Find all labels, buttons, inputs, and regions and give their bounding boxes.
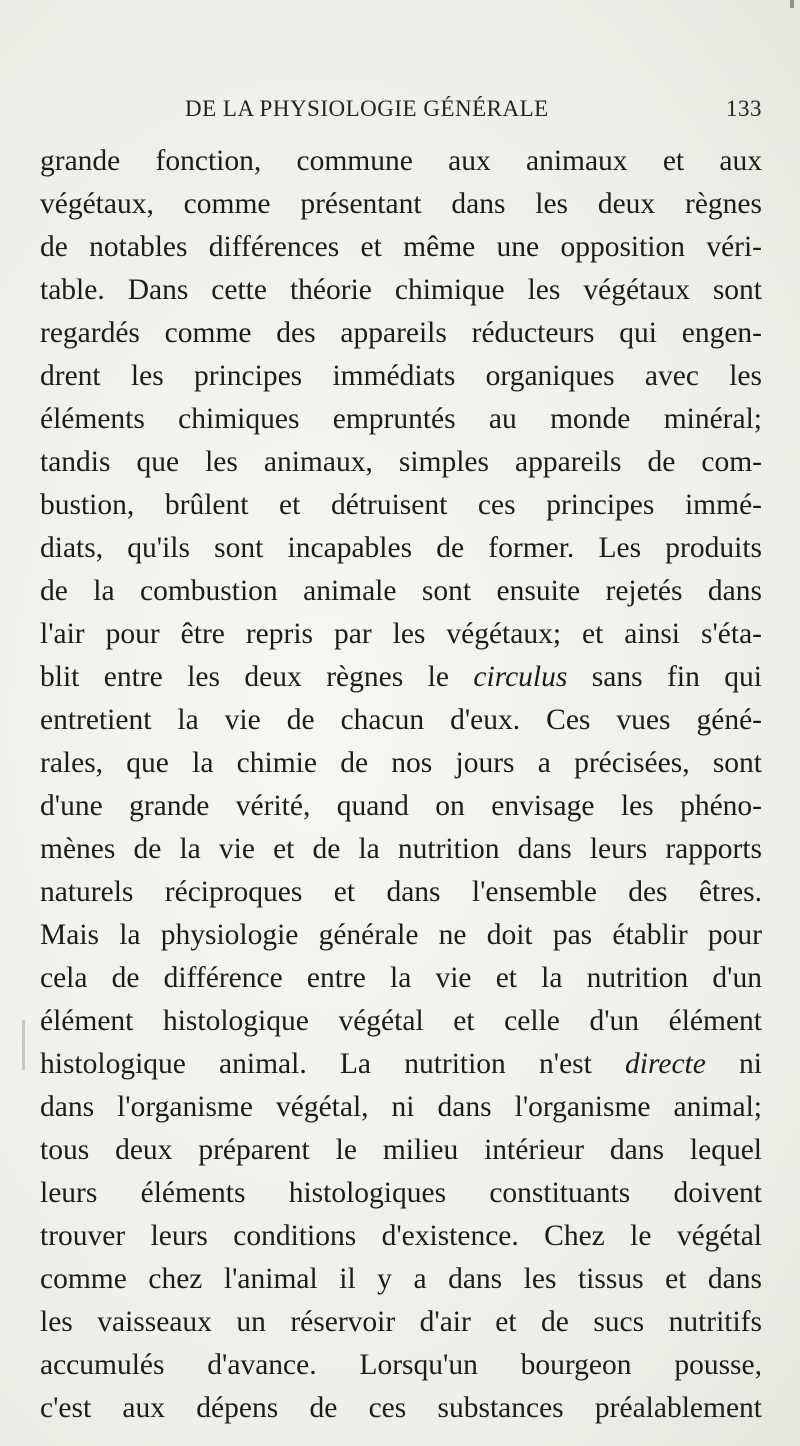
text-line: entretient la vie de chacun d'eux. Ces vues géné- xyxy=(40,704,762,736)
text-line: drent les principes immédiats organiques avec les xyxy=(40,360,762,392)
text-line: l'air pour être repris par les végétaux; et ainsi s'éta- xyxy=(40,618,762,650)
text-line: d'une grande vérité, quand on envisage les phéno- xyxy=(40,790,762,822)
text-line: végétaux, comme présentant dans les deux règnes xyxy=(40,188,762,220)
text-line: rales, que la chimie de nos jours a précisées, sont xyxy=(40,747,762,779)
text-line: Mais la physiologie générale ne doit pas établir pour xyxy=(40,919,762,951)
text-line: regardés comme des appareils réducteurs qui engen- xyxy=(40,317,762,349)
text-line: bustion, brûlent et détruisent ces principes immé- xyxy=(40,489,762,521)
page-header xyxy=(40,96,762,128)
italic-term: circulus xyxy=(473,661,568,693)
text-line: dans l'organisme végétal, ni dans l'organisme animal; xyxy=(40,1091,762,1123)
text-line: table. Dans cette théorie chimique les végétaux sont xyxy=(40,274,762,306)
text-line: de notables différences et même une opposition véri- xyxy=(40,231,762,263)
text-segment: blit entre les deux règnes le xyxy=(40,661,474,693)
text-line: tandis que les animaux, simples appareils de com- xyxy=(40,446,762,478)
text-line: naturels réciproques et dans l'ensemble des êtres. xyxy=(40,876,762,908)
text-line: élément histologique végétal et celle d'un élément xyxy=(40,1005,762,1037)
text-line: leurs éléments histologiques constituants doivent xyxy=(40,1177,762,1209)
text-line: grande fonction, commune aux animaux et aux xyxy=(40,145,762,177)
running-head: DE LA PHYSIOLOGIE GÉNÉRALE xyxy=(185,96,549,121)
text-segment: histologique animal. La nutrition n'est xyxy=(40,1048,626,1080)
text-line: c'est aux dépens de ces substances préalablement xyxy=(40,1392,762,1424)
text-line: éléments chimiques empruntés au monde minéral; xyxy=(40,403,762,435)
margin-ink-mark xyxy=(22,1020,25,1070)
text-line xyxy=(40,1043,762,1086)
text-segment: sans fin qui xyxy=(567,661,762,693)
body-text xyxy=(40,140,762,1430)
text-line: diats, qu'ils sont incapables de former. Les produits xyxy=(40,532,762,564)
text-line: cela de différence entre la vie et la nutrition d'un xyxy=(40,962,762,994)
text-line: comme chez l'animal il y a dans les tissus et dans xyxy=(40,1263,762,1295)
italic-term: directe xyxy=(625,1048,706,1080)
text-line: tous deux préparent le milieu intérieur dans lequel xyxy=(40,1134,762,1166)
corner-ink-mark xyxy=(790,0,794,8)
text-line: mènes de la vie et de la nutrition dans leurs rapports xyxy=(40,833,762,865)
text-line: les vaisseaux un réservoir d'air et de sucs nutritifs xyxy=(40,1306,762,1338)
text-segment: ni xyxy=(705,1048,762,1080)
text-line: trouver leurs conditions d'existence. Chez le végétal xyxy=(40,1220,762,1252)
page-number: 133 xyxy=(726,96,762,121)
text-line: de la combustion animale sont ensuite rejetés dans xyxy=(40,575,762,607)
text-line: accumulés d'avance. Lorsqu'un bourgeon pousse, xyxy=(40,1349,762,1381)
text-line xyxy=(40,656,762,699)
